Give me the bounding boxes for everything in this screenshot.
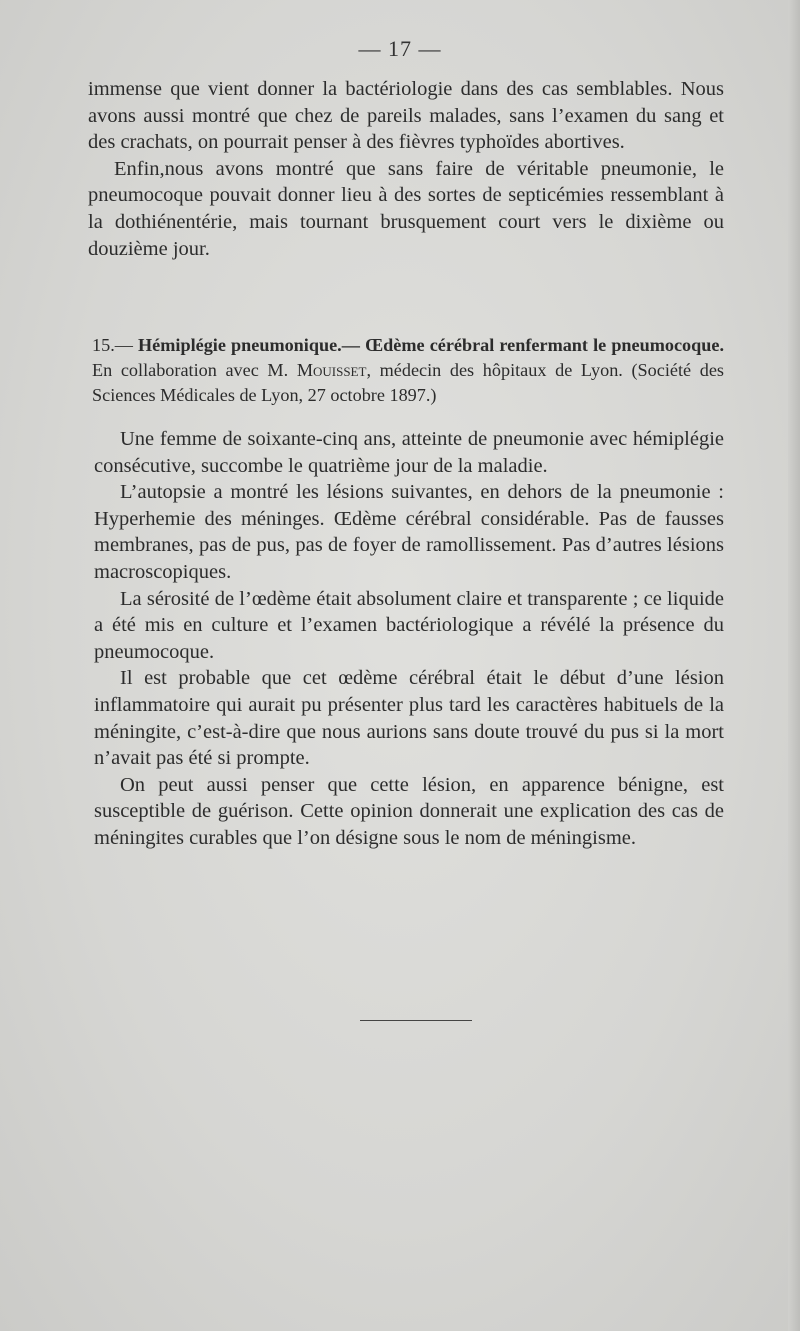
paragraph-continued: immense que vient donner la bactériologie dans des cas semblables. Nous avons aussi montré que chez de pareils malades, sans l’examen du sang et des crachats, on pourrait penser à des fièvres typhoïdes abortives. xyxy=(88,78,724,154)
paragraph-conclusion: On peut aussi penser que cette lésion, en apparence bénigne, est susceptible de guérison. Cette opinion donnerait une explication des cas de méningites curables que l’on désigne sous le nom de méningisme. xyxy=(94,773,724,849)
paragraph-serosity: La sérosité de l’œdème était absolument claire et transparente ; ce liquide a été mis en culture et l’examen bactériologique a révélé la présence du pneumocoque. xyxy=(94,587,724,663)
paragraph-autopsy: L’autopsie a montré les lésions suivantes, en dehors de la pneumonie : Hyperhemie des méninges. Œdème cérébral considérable. Pas de fausses membranes, pas de pus, pas de foyer de ramollissement. Pas d’autres lésions macroscopiques. xyxy=(94,481,724,583)
section-body xyxy=(94,426,724,852)
collaborator-name: Mouisset xyxy=(296,359,367,380)
collaboration-suffix: , médecin des hôpitaux de Lyon. (Société des Sciences Médicales de Lyon, 27 octobre 1897.) xyxy=(92,359,724,405)
section-number: 15.— xyxy=(92,335,133,355)
section-heading xyxy=(92,333,724,407)
paragraph-case: Une femme de soixante-cinq ans, atteinte de pneumonie avec hémiplégie consécutive, succombe le quatrième jour de la maladie. xyxy=(94,428,724,477)
paragraph-enfin: Enfin,nous avons montré que sans faire de véritable pneumonie, le pneumocoque pouvait donner lieu à des sortes de septicémies ressemblant à la dothiénentérie, mais tournant brusquement court vers le dixième ou douzième jour. xyxy=(88,157,724,260)
continued-text-block xyxy=(88,76,724,262)
end-rule xyxy=(360,1020,472,1021)
paragraph-hypothesis: Il est probable que cet œdème cérébral était le début d’une lésion inflammatoire qui aurait pu présenter plus tard les caractères habituels de la méningite, c’est-à-dire que nous aurions sans doute trouvé du pus si la mort n’avait pas été si prompte. xyxy=(94,667,724,770)
section-title: Hémiplégie pneumonique.— Œdème cérébral renfermant le pneumocoque. xyxy=(138,335,724,355)
page-edge-shadow xyxy=(788,0,800,1331)
collaboration-prefix: En collaboration avec M. xyxy=(92,359,289,380)
page-number: — 17 — xyxy=(358,36,442,61)
